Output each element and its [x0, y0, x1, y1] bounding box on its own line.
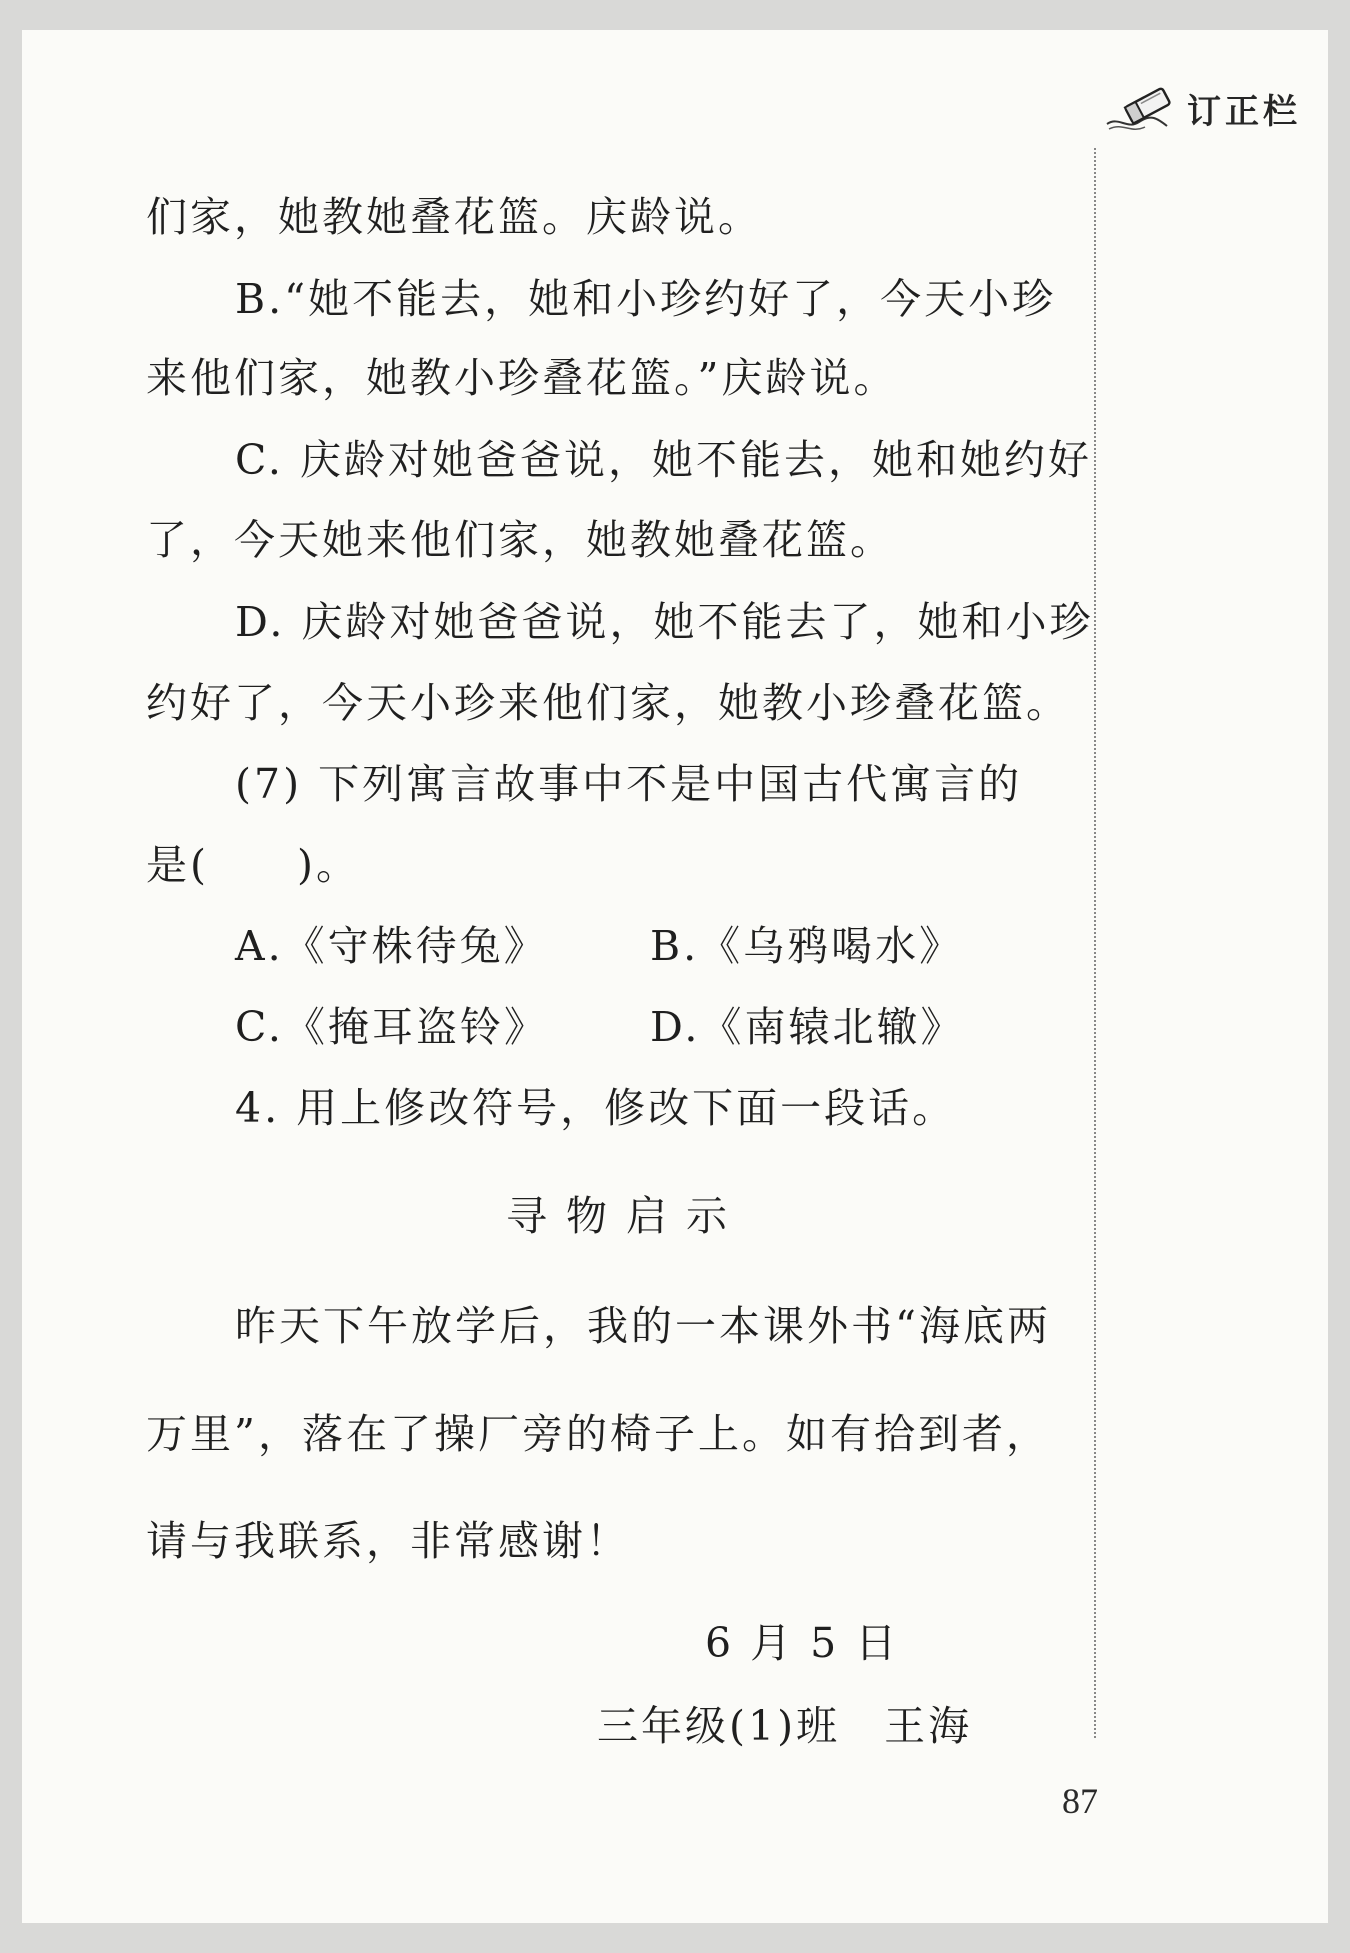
q7-option-b: B.《乌鸦喝水》: [650, 922, 964, 970]
notice-title: 寻 物 启 示: [505, 1192, 731, 1240]
notice-body-line: 请与我联系，非常感谢！: [146, 1517, 630, 1565]
text-line: B.“她不能去，她和小珍约好了，今天小珍: [235, 275, 1057, 323]
text-line: 来他们家，她教小珍叠花篮。”庆龄说。: [146, 354, 898, 402]
text-line: D. 庆龄对她爸爸说，她不能去了，她和小珍: [235, 598, 1094, 646]
text-line: 了，今天她来他们家，她教她叠花篮。: [146, 516, 894, 564]
notice-body-line: 万里”，落在了操厂旁的椅子上。如有拾到者，: [146, 1410, 1050, 1458]
text-line: 约好了，今天小珍来他们家，她教小珍叠花篮。: [146, 679, 1070, 727]
margin-divider: [1094, 148, 1096, 1738]
notice-date: 6 月 5 日: [705, 1619, 900, 1667]
pencil-eraser-icon: [1105, 82, 1183, 134]
correction-column-title: 订正栏: [1187, 91, 1301, 132]
q7-option-a: A.《守株待兔》: [235, 922, 548, 970]
q7-option-c: C.《掩耳盗铃》: [235, 1003, 548, 1051]
text-line: 们家，她教她叠花篮。庆龄说。: [146, 193, 762, 241]
question-7-text: (7) 下列寓言故事中不是中国古代寓言的: [235, 760, 1023, 808]
q7-option-d: D.《南辕北辙》: [650, 1003, 965, 1051]
question-4-prompt: 4. 用上修改符号，修改下面一段话。: [235, 1084, 957, 1132]
question-7-answer-blank: 是( )。: [146, 841, 360, 889]
notice-body-line: 昨天下午放学后，我的一本课外书“海底两: [235, 1302, 1051, 1350]
text-line: C. 庆龄对她爸爸说，她不能去，她和她约好: [235, 436, 1092, 484]
correction-column-header: [1105, 82, 1301, 134]
notice-signature: 三年级(1)班 王海: [597, 1702, 973, 1750]
page-number: 87: [1062, 1781, 1098, 1821]
